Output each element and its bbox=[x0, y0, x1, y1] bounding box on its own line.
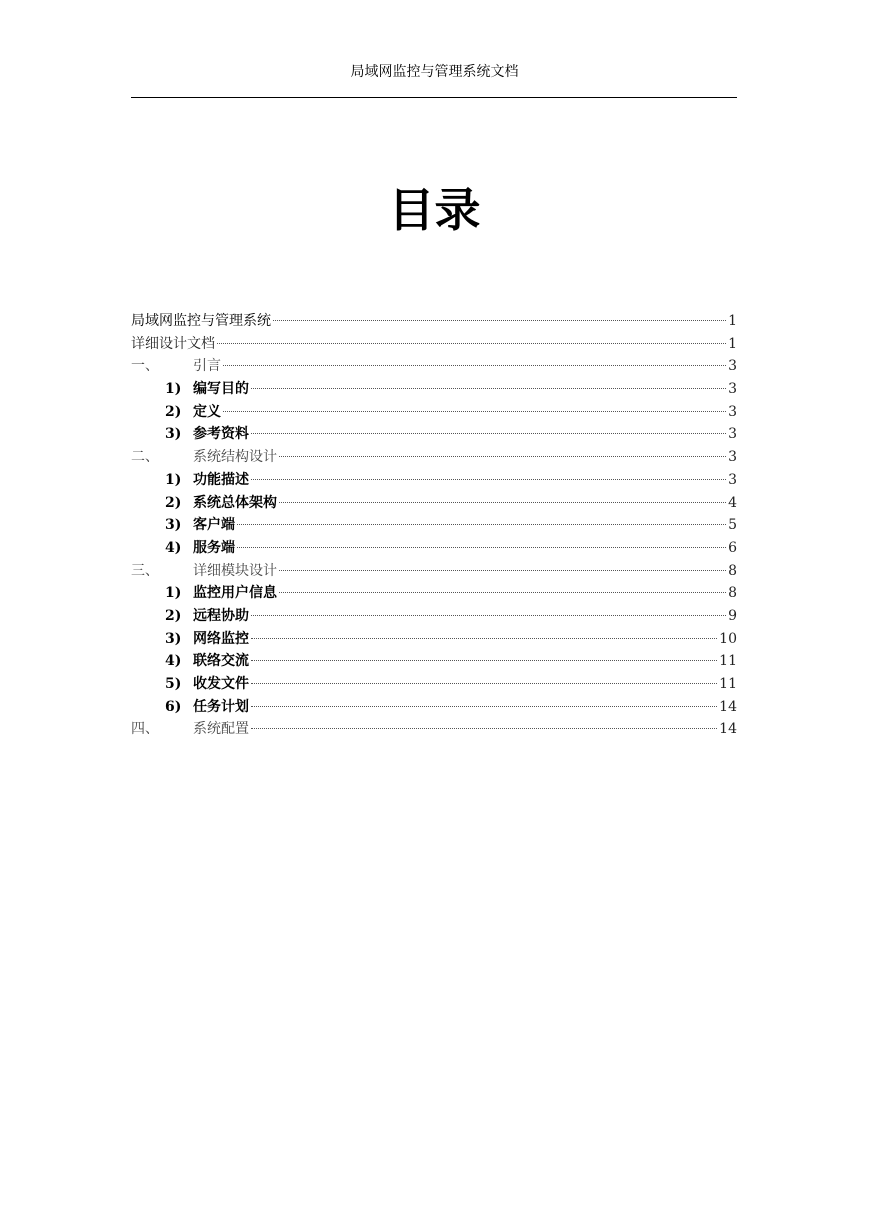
toc-entry-number: 4) bbox=[165, 539, 182, 556]
toc-entry-label: 详细模块设计 bbox=[193, 562, 277, 579]
dot-leader bbox=[251, 388, 726, 389]
toc-entry[interactable] bbox=[131, 423, 737, 446]
toc-entry[interactable] bbox=[131, 673, 737, 696]
dot-leader bbox=[251, 479, 726, 480]
toc-entry[interactable] bbox=[131, 492, 737, 515]
toc-entry[interactable] bbox=[131, 537, 737, 560]
toc-entry-page-number: 3 bbox=[728, 471, 737, 488]
toc-entry-label: 系统总体架构 bbox=[193, 494, 277, 511]
toc-entry-label: 系统配置 bbox=[193, 721, 249, 738]
toc-entry-number: 四、 bbox=[131, 721, 159, 738]
toc-entry-page-number: 8 bbox=[728, 585, 737, 602]
toc-entry[interactable] bbox=[131, 378, 737, 401]
toc-entry-page-number: 3 bbox=[728, 358, 737, 375]
dot-leader bbox=[251, 660, 717, 661]
toc-entry-label: 联络交流 bbox=[193, 653, 249, 670]
toc-entry-number: 一、 bbox=[131, 358, 159, 375]
toc-entry[interactable] bbox=[131, 696, 737, 719]
toc-entry-page-number: 5 bbox=[728, 517, 737, 534]
dot-leader bbox=[279, 502, 726, 503]
toc-entry-number: 6) bbox=[165, 698, 182, 715]
toc-entry-label: 收发文件 bbox=[193, 676, 249, 692]
toc-entry-page-number: 1 bbox=[728, 335, 737, 352]
toc-entry-page-number: 11 bbox=[719, 676, 737, 692]
toc-entry[interactable] bbox=[131, 605, 737, 628]
toc-entry-number: 1) bbox=[165, 585, 182, 602]
toc-entry-number: 三、 bbox=[131, 562, 159, 579]
toc-entry-number: 3) bbox=[165, 426, 182, 443]
toc-entry-page-number: 9 bbox=[728, 607, 737, 624]
toc-entry[interactable] bbox=[131, 401, 737, 424]
dot-leader bbox=[251, 683, 717, 684]
toc-entry-label: 服务端 bbox=[193, 539, 235, 556]
toc-entry-number: 2) bbox=[165, 403, 182, 420]
toc-entry-page-number: 10 bbox=[719, 630, 737, 647]
toc-entry-page-number: 14 bbox=[719, 721, 737, 738]
dot-leader bbox=[273, 320, 726, 321]
toc-entry[interactable] bbox=[131, 446, 737, 469]
toc-entry-page-number: 4 bbox=[728, 494, 737, 511]
dot-leader bbox=[217, 343, 726, 344]
toc-entry-number: 2) bbox=[165, 607, 182, 624]
dot-leader bbox=[237, 547, 726, 548]
toc-entry[interactable] bbox=[131, 355, 737, 378]
dot-leader bbox=[237, 524, 726, 525]
toc-entry[interactable] bbox=[131, 582, 737, 605]
toc-entry-page-number: 3 bbox=[728, 381, 737, 398]
toc-entry-label: 定义 bbox=[193, 403, 221, 420]
toc-entry-page-number: 14 bbox=[719, 698, 737, 715]
toc-entry-label: 编写目的 bbox=[193, 381, 249, 398]
toc-entry-label: 远程协助 bbox=[193, 607, 249, 624]
toc-entry-number: 二、 bbox=[131, 449, 159, 466]
header-divider bbox=[131, 97, 737, 98]
toc-entry[interactable] bbox=[131, 469, 737, 492]
toc-entry-number: 4) bbox=[165, 653, 182, 670]
toc-entry-page-number: 3 bbox=[728, 449, 737, 466]
toc-entry-label: 详细设计文档 bbox=[131, 335, 215, 352]
toc-entry[interactable] bbox=[131, 650, 737, 673]
toc-entry-label: 系统结构设计 bbox=[193, 449, 277, 466]
dot-leader bbox=[251, 728, 717, 729]
toc-entry-label: 功能描述 bbox=[193, 471, 249, 488]
toc-entry-page-number: 11 bbox=[719, 653, 737, 670]
toc-entry[interactable] bbox=[131, 514, 737, 537]
toc-entry-page-number: 8 bbox=[728, 562, 737, 579]
toc-entry-label: 监控用户信息 bbox=[193, 585, 277, 602]
toc-entry-number: 2) bbox=[165, 494, 182, 511]
toc-title: 目录 bbox=[388, 183, 481, 237]
toc-entry-number: 5) bbox=[165, 676, 182, 692]
toc-entry-page-number: 3 bbox=[728, 403, 737, 420]
dot-leader bbox=[223, 411, 726, 412]
toc-entry-number: 3) bbox=[165, 630, 182, 647]
toc-entry-label: 网络监控 bbox=[193, 630, 249, 647]
toc-entry-label: 客户端 bbox=[193, 517, 235, 534]
dot-leader bbox=[279, 456, 726, 457]
table-of-contents bbox=[131, 310, 737, 741]
toc-entry-label: 局域网监控与管理系统 bbox=[131, 313, 271, 329]
toc-entry-page-number: 3 bbox=[728, 426, 737, 443]
dot-leader bbox=[279, 570, 726, 571]
toc-entry[interactable] bbox=[131, 333, 737, 356]
toc-entry[interactable] bbox=[131, 560, 737, 583]
toc-entry-page-number: 6 bbox=[728, 539, 737, 556]
toc-entry-label: 引言 bbox=[193, 358, 221, 375]
toc-entry[interactable] bbox=[131, 310, 737, 333]
toc-entry-label: 任务计划 bbox=[193, 698, 249, 715]
toc-entry[interactable] bbox=[131, 628, 737, 651]
dot-leader bbox=[223, 365, 726, 366]
toc-entry-number: 3) bbox=[165, 517, 182, 534]
toc-entry-page-number: 1 bbox=[728, 313, 737, 329]
dot-leader bbox=[251, 615, 726, 616]
dot-leader bbox=[251, 638, 717, 639]
running-header: 局域网监控与管理系统文档 bbox=[350, 64, 519, 80]
toc-entry[interactable] bbox=[131, 718, 737, 741]
dot-leader bbox=[279, 592, 726, 593]
toc-entry-number: 1) bbox=[165, 471, 182, 488]
toc-entry-number: 1) bbox=[165, 381, 182, 398]
dot-leader bbox=[251, 706, 717, 707]
toc-entry-label: 参考资料 bbox=[193, 426, 249, 443]
dot-leader bbox=[251, 433, 726, 434]
